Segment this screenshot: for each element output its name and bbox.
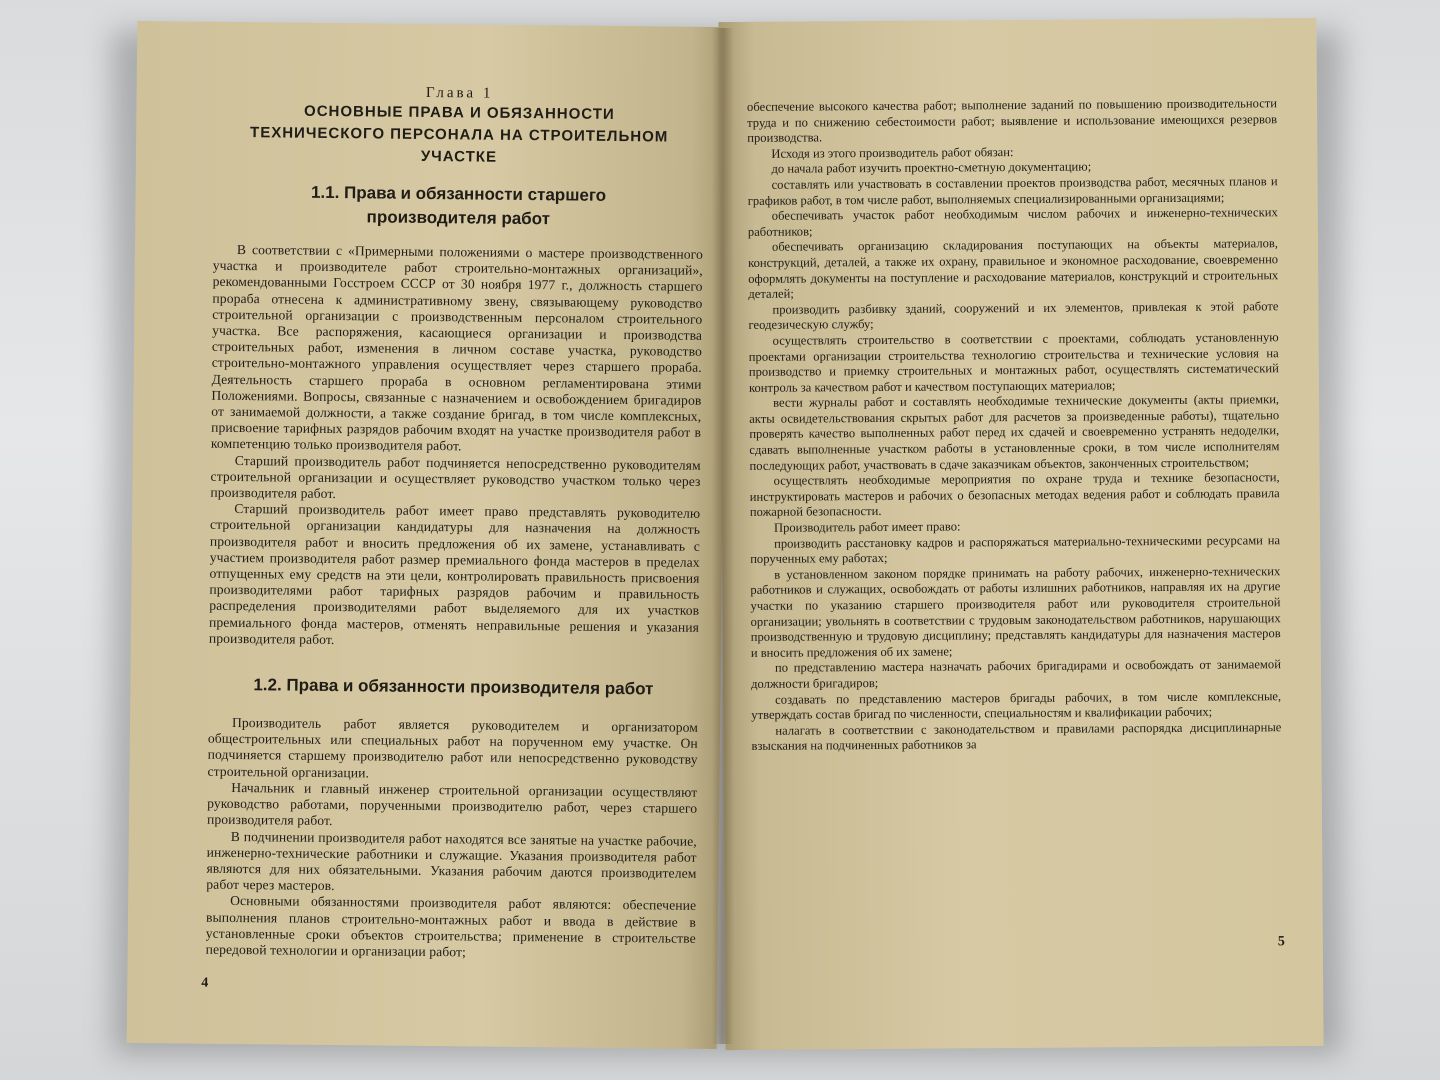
paragraph: Основными обязанностями производителя работ являются: обеспечение выполнения планов строительно-монтажных работ и ввода в действие в установленные сроки объектов строительства; применение в строительстве передовой технологии и организации работ; <box>205 893 697 960</box>
page-number-left: 4 <box>201 975 209 991</box>
paragraph: производить расстановку кадров и распоряжаться материально-техническими ресурсами на порученных ему работах; <box>750 532 1281 567</box>
chapter-title-line-1: ОСНОВНЫЕ ПРАВА И ОБЯЗАННОСТИ <box>303 102 615 123</box>
paragraph: обеспечивать организацию складирования поступающих на объекты материалов, конструкций, деталей, а также их охрану, правильное и экономное расходование, своевременно оформлять документы на поступление и расходование материалов, конструкций и строительных деталей; <box>748 236 1279 302</box>
paragraph: Старший производитель работ подчиняется непосредственно руководителям строительной организации и осуществляет руководство участком только через производителя работ. <box>210 452 701 502</box>
paragraph: В подчинении производителя работ находятся все занятые на участке рабочие, инженерно-технические работники и служащие. Указания производителя работ являются для них обязательными. Указания рабочим даются производителем работ через мастеров. <box>206 828 697 894</box>
paragraph: осуществлять строительство в соответствии с проектами, соблюдать установленную проектами организации строительства технологию строительства и технические условия на производство и приемку строительных и монтажных работ, осуществлять систематический контроль за качеством работ и качеством поступающих материалов; <box>748 330 1279 395</box>
paragraph: до начала работ изучить проектно-сметную документацию; <box>771 159 1092 177</box>
paragraph: осуществлять необходимые мероприятия по охране труда и технике безопасности, инструктировать мастеров и рабочих о безопасных методах ведения работ и соблюдать правила пожарной безопасности. <box>749 470 1280 520</box>
right-page <box>718 18 1323 1050</box>
chapter-title <box>214 100 705 171</box>
page-number-right: 5 <box>1277 934 1285 950</box>
chapter-title-line-2: ТЕХНИЧЕСКОГО ПЕРСОНАЛА НА СТРОИТЕЛЬНОМ УЧАСТКЕ <box>249 124 669 166</box>
paragraph: обеспечивать участок работ необходимым числом рабочих и инженерно-технических работников; <box>747 205 1278 239</box>
paragraph: Производитель работ имеет право: <box>773 519 961 535</box>
paragraph: составлять или участвовать в составлении проектов производства работ, месячных планов и графиков работ, в том числе работ, выполняемых специализированными организациями; <box>747 174 1278 208</box>
paragraph: Исходя из этого производитель работ обязан: <box>771 144 1014 161</box>
paragraph: В соответствии с «Примерными положениями о мастере производственного участка и производителе работ строительно-монтажных организаций», рекомендованными Госстроем СССР от 30 ноября 1977 г., должность старшего прораба отнесена к административному звену, связывающему руководство строительной организации с производственным персоналом строительного участка. Все распоряжения, касающиеся организации и производства строительных работ, изменения в личном составе участка, руководство строительно-монтажного управления осуществляет через старшего прораба. Деятельность старшего прораба в основном регламентирована этими Положениями. Вопросы, связанные с назначением и освобождением бригадиров от занимаемой должности, а также создание бригад, в том числе комплексных, присвоение тарифных разрядов рабочим входят на участке производителя работ в компетенцию только производителя работ. <box>210 241 704 454</box>
book-gutter <box>712 28 734 1044</box>
paragraph: налагать в соответствии с законодательством и правилами распорядка дисциплинарные взыскания на подчиненных работников за <box>751 719 1282 754</box>
chapter-label: Глава 1 <box>425 84 494 102</box>
section-title-1-1-line-1: 1.1. Права и обязанности старшего <box>310 182 607 205</box>
paragraph: по представлению мастера назначать рабочих бригадирами и освобождать от занимаемой должности бригадиров; <box>750 657 1281 691</box>
section-title-1-1 <box>213 180 703 233</box>
paragraph: Старший производитель работ имеет право представлять руководителю строительной организации кандидатуры для назначения на должность производителя работ и вносить предложения об их замене, устанавливать с участием производителя работ размер премиального фонда мастеров в пределах отпущенных ему средств на эти цели, контролировать правильность присвоения производителями работ тарифных разрядов рабочим и правильность распределения производителями работ выделяемого для их участков премиального фонда мастеров, отменять неправильные решения и указания производителя работ. <box>208 501 701 647</box>
section-title-1-1-line-2: производителя работ <box>366 207 551 229</box>
section-title-1-2: 1.2. Права и обязанности производителя работ <box>253 675 654 699</box>
paragraph: обеспечение высокого качества работ; выполнение заданий по повышению производительности труда и по снижению себестоимости работ; выявление и использование имеющихся резервов производства. <box>746 96 1278 146</box>
paragraph: в установленном законом порядке принимать на работу рабочих, инженерно-технических работников и служащих, освобождать от работы излишних работников, направляя их на другие участки по указанию старшего производителя работ или руководителя строительной организации; увольнять в соответствии с трудовым законодательством работников, нарушающих производственную и трудовую дисциплину; представлять кандидатуры для назначения мастеров и вносить предложения об их замене; <box>750 564 1281 660</box>
paragraph: создавать по представлению мастеров бригады рабочих, в том числе комплексные, утверждать состав бригад по численности, специальностям и квалификации рабочих; <box>751 688 1282 723</box>
paragraph: вести журналы работ и составлять необходимые технические документы (акты приемки, акты освидетельствования скрытых работ для расчетов за произведенные работы), тщательно проверять качество выполненных работ перед их сдачей и своевременно устранять недоделки, сдавать выполненные участком работы в установленные сроки, в том числе исполнителям последующих работ, участвовать в сдаче заказчикам объектов, законченных строительством; <box>749 392 1280 473</box>
paragraph: производить разбивку зданий, сооружений и их элементов, привлекая к этой работе геодезическую службу; <box>748 298 1279 333</box>
paragraph: Производитель работ является руководителем и организатором общестроительных или специальных работ на порученном ему участке. Он подчиняется старшему производителю работ или непосредственно руководству строительной организации. <box>207 715 699 781</box>
paragraph: Начальник и главный инженер строительной организации осуществляют руководство работами, порученными производителю работ, через старшего производителя работ. <box>206 779 698 829</box>
left-page <box>127 21 728 1049</box>
